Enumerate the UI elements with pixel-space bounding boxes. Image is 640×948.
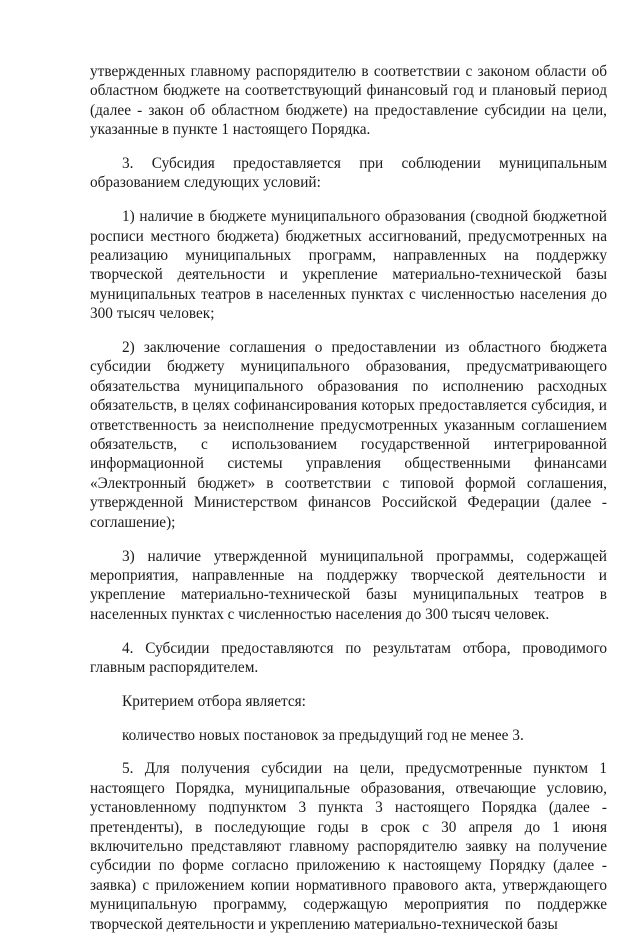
paragraph-condition-1: 1) наличие в бюджете муниципального образования (сводной бюджетной росписи местного бюджета) бюджетных ассигнований, предусмотренных на реализацию муниципальных программ, направленных на поддержку творческой деятельности и укрепление материально-технической базы муниципальных театров в населенных пунктах с численностью населения до 300 тысяч человек; (90, 208, 607, 323)
paragraph-item-5: 5. Для получения субсидии на цели, предусмотренные пунктом 1 настоящего Порядка, муниципальные образования, отвечающие условию, установленному подпунктом 3 пункта 3 настоящего Порядка (далее - претенденты), в последующие годы в срок с 30 апреля до 1 июня включительно представляют главному распорядителю заявку на получение субсидии по форме согласно приложению к настоящему Порядку (далее - заявка) с приложением копии нормативного правового акта, утверждающего муниципальную программу, содержащую мероприятия по поддержке творческой деятельности и укреплению материально-технической базы (90, 760, 607, 933)
document-page (90, 62, 607, 948)
paragraph-continuation: утвержденных главному распорядителю в соответствии с законом области об областном бюджете на соответствующий финансовый год и плановый период (далее - закон об областном бюджете) на предоставление субсидии на цели, указанные в пункте 1 настоящего Порядка. (90, 63, 607, 139)
paragraph-item-3: 3. Субсидия предоставляется при соблюдении муниципальным образованием следующих условий: (90, 155, 607, 192)
paragraph-condition-3: 3) наличие утвержденной муниципальной программы, содержащей мероприятия, направленные на поддержку творческой деятельности и укрепление материально-технической базы муниципальных театров в населенных пунктах с численностью населения до 300 тысяч человек. (90, 547, 607, 623)
paragraph-criterion-value: количество новых постановок за предыдущий год не менее 3. (122, 726, 524, 744)
paragraph-condition-2: 2) заключение соглашения о предоставлении из областного бюджета субсидии бюджету муниципального образования, предусматривающего обязательства муниципального образования по исполнению расходных обязательств, в целях софинансирования которых предоставляется субсидия, и ответственность за неисполнение предусмотренных указанным соглашением обязательств, с использованием государственной интегрированной информационной системы управления общественными финансами «Электронный бюджет» в соответствии с типовой формой соглашения, утвержденной Министерством финансов Российской Федерации (далее - соглашение); (90, 339, 607, 531)
paragraph-criterion-heading: Критерием отбора является: (122, 692, 306, 710)
paragraph-item-4: 4. Субсидии предоставляются по результатам отбора, проводимого главным распорядителем. (90, 639, 607, 676)
